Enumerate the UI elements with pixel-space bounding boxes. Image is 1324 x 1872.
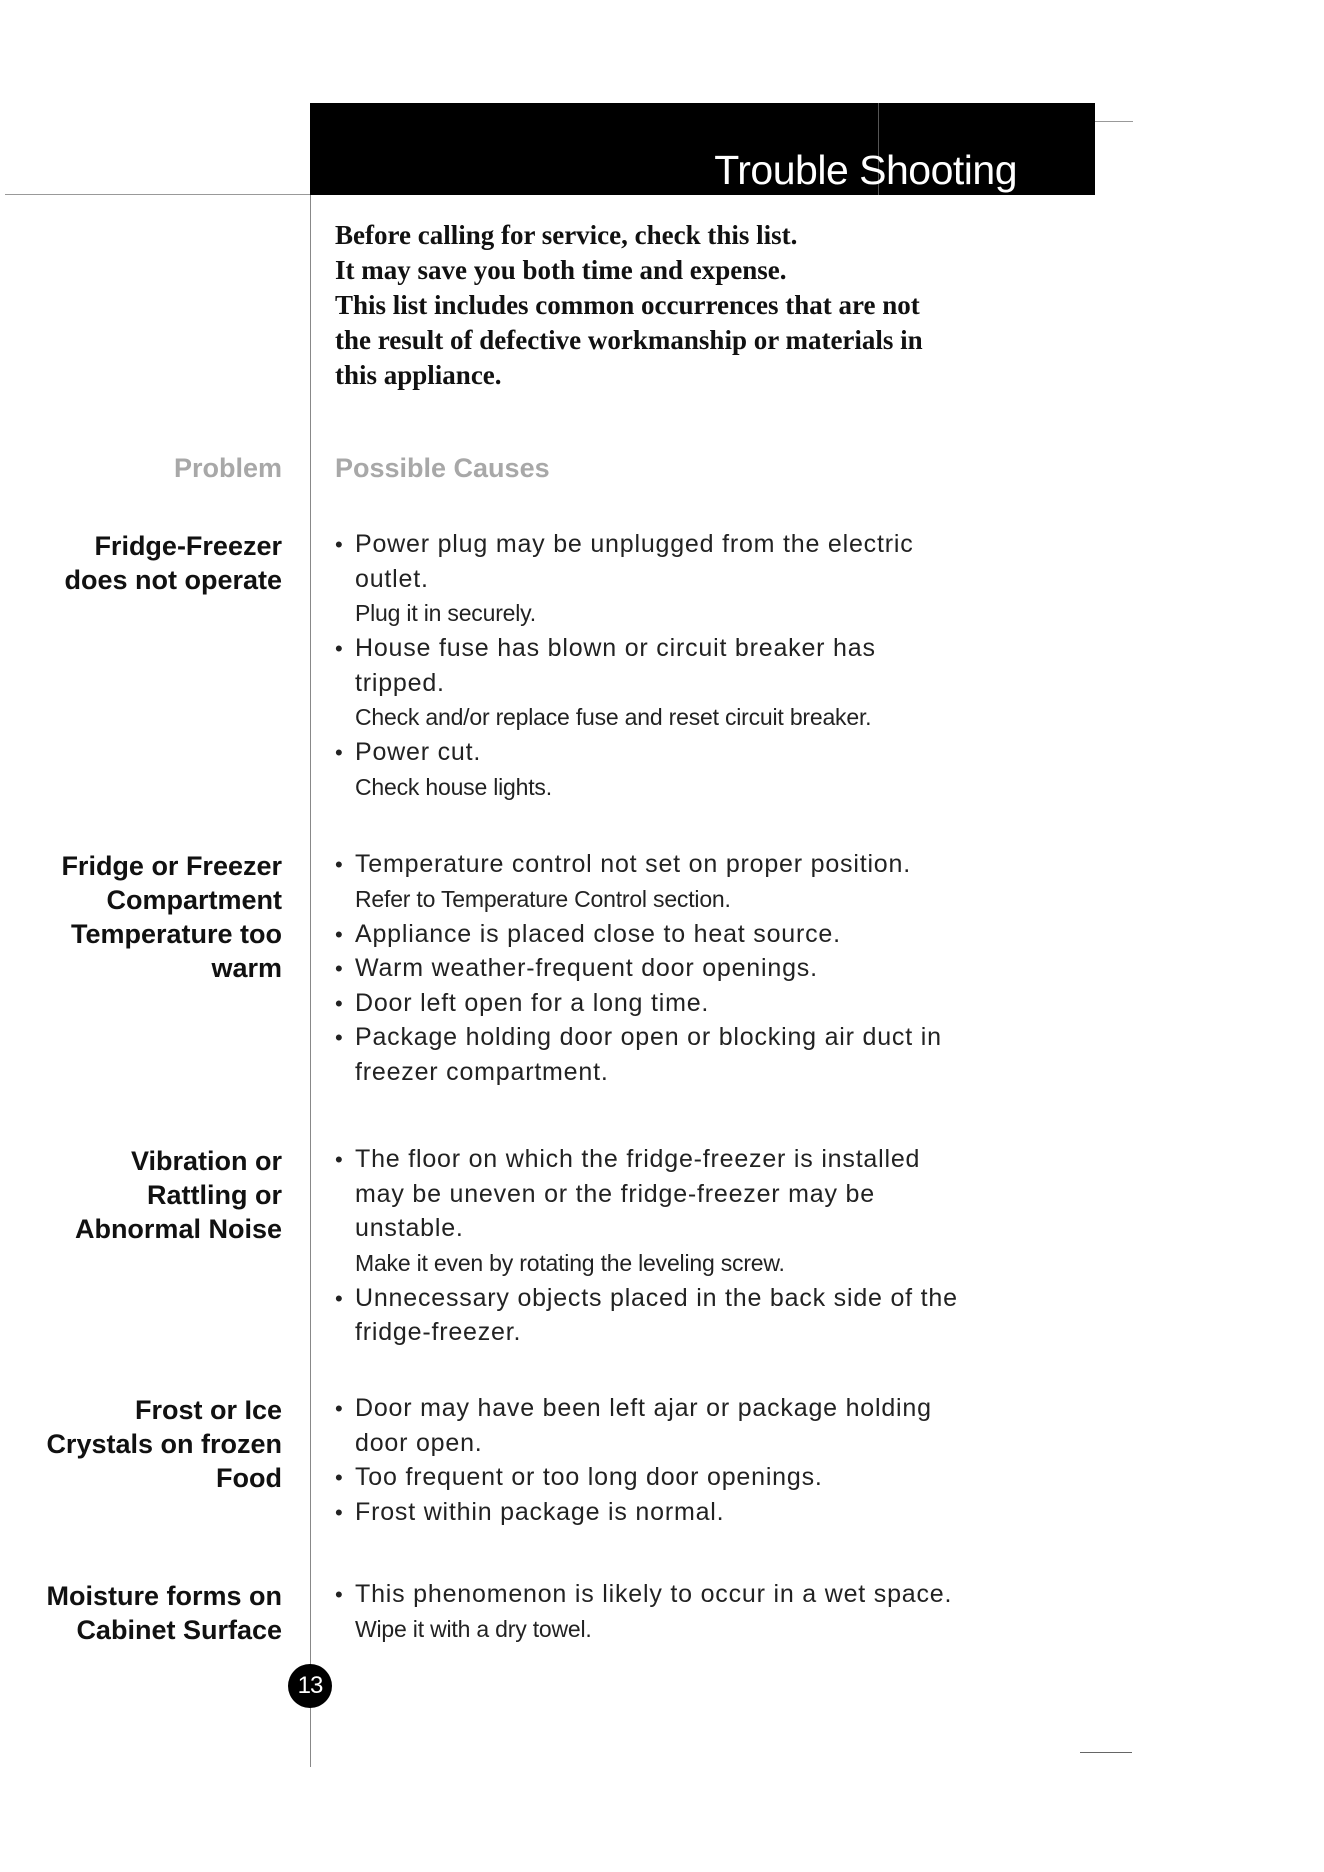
cause-item: • The floor on which the fridge-freezer is installed may be uneven or the fridge-freezer may be unstable.	[335, 1145, 921, 1242]
causes-list	[335, 847, 1055, 1089]
cause-item: • Power plug may be unplugged from the electric outlet.	[335, 530, 914, 593]
left-rule	[5, 194, 310, 195]
cause-item: • Package holding door open or blocking air duct in freezer compartment.	[335, 1023, 942, 1086]
bottom-right-rule	[1080, 1752, 1132, 1753]
cause-item: • Door may have been left ajar or package holding door open.	[335, 1394, 932, 1457]
cause-item: • Appliance is placed close to heat source.	[335, 919, 841, 948]
problem-label: Moisture forms on Cabinet Surface	[46, 1581, 282, 1645]
cause-item: • Power cut.	[335, 738, 482, 766]
intro-text	[335, 218, 1035, 393]
causes-list	[335, 1577, 1055, 1647]
page-number-badge: 13	[288, 1664, 332, 1708]
remedy-text: Make it even by rotating the leveling screw.	[355, 1249, 785, 1276]
causes-list	[335, 1142, 1055, 1350]
cause-item: • Temperature control not set on proper position.	[335, 850, 911, 878]
intro-line: Before calling for service, check this list.	[335, 220, 798, 250]
cause-item: • Too frequent or too long door openings.	[335, 1463, 823, 1491]
cause-item: • Door left open for a long time.	[335, 988, 710, 1017]
problem-label: Frost or Ice Crystals on frozen Food	[46, 1395, 282, 1493]
remedy-text: Refer to Temperature Control section.	[355, 885, 731, 912]
causes-list	[335, 527, 1055, 805]
page-title: Trouble Shooting	[714, 147, 1017, 193]
cause-item: • Frost within package is normal.	[335, 1497, 725, 1526]
cause-item: • This phenomenon is likely to occur in a wet space.	[335, 1580, 953, 1608]
remedy-text: Plug it in securely.	[355, 600, 536, 626]
top-right-rule	[1095, 121, 1133, 122]
intro-line: This list includes common occurrences that are not	[335, 290, 920, 320]
cause-item: • Warm weather-frequent door openings.	[335, 954, 818, 982]
column-divider	[310, 195, 311, 1767]
remedy-text: Check and/or replace fuse and reset circuit breaker.	[355, 704, 872, 730]
problem-label: Vibration or Rattling or Abnormal Noise	[74, 1146, 282, 1244]
causes-list	[335, 1391, 1055, 1529]
problem-label: Fridge or Freezer Compartment Temperature too warm	[61, 851, 282, 983]
intro-line: It may save you both time and expense.	[335, 255, 787, 285]
intro-line: the result of defective workmanship or materials in	[335, 325, 923, 355]
remedy-text: Wipe it with a dry towel.	[355, 1615, 592, 1642]
problem-label: Fridge-Freezer does not operate	[64, 531, 282, 595]
problem-column-header: Problem	[173, 453, 282, 483]
remedy-text: Check house lights.	[355, 773, 552, 800]
intro-line: this appliance.	[335, 360, 502, 390]
cause-item: • Unnecessary objects placed in the back side of the fridge-freezer.	[335, 1283, 958, 1346]
cause-item: • House fuse has blown or circuit breaker has tripped.	[335, 634, 876, 697]
causes-column-header: Possible Causes	[335, 453, 550, 483]
